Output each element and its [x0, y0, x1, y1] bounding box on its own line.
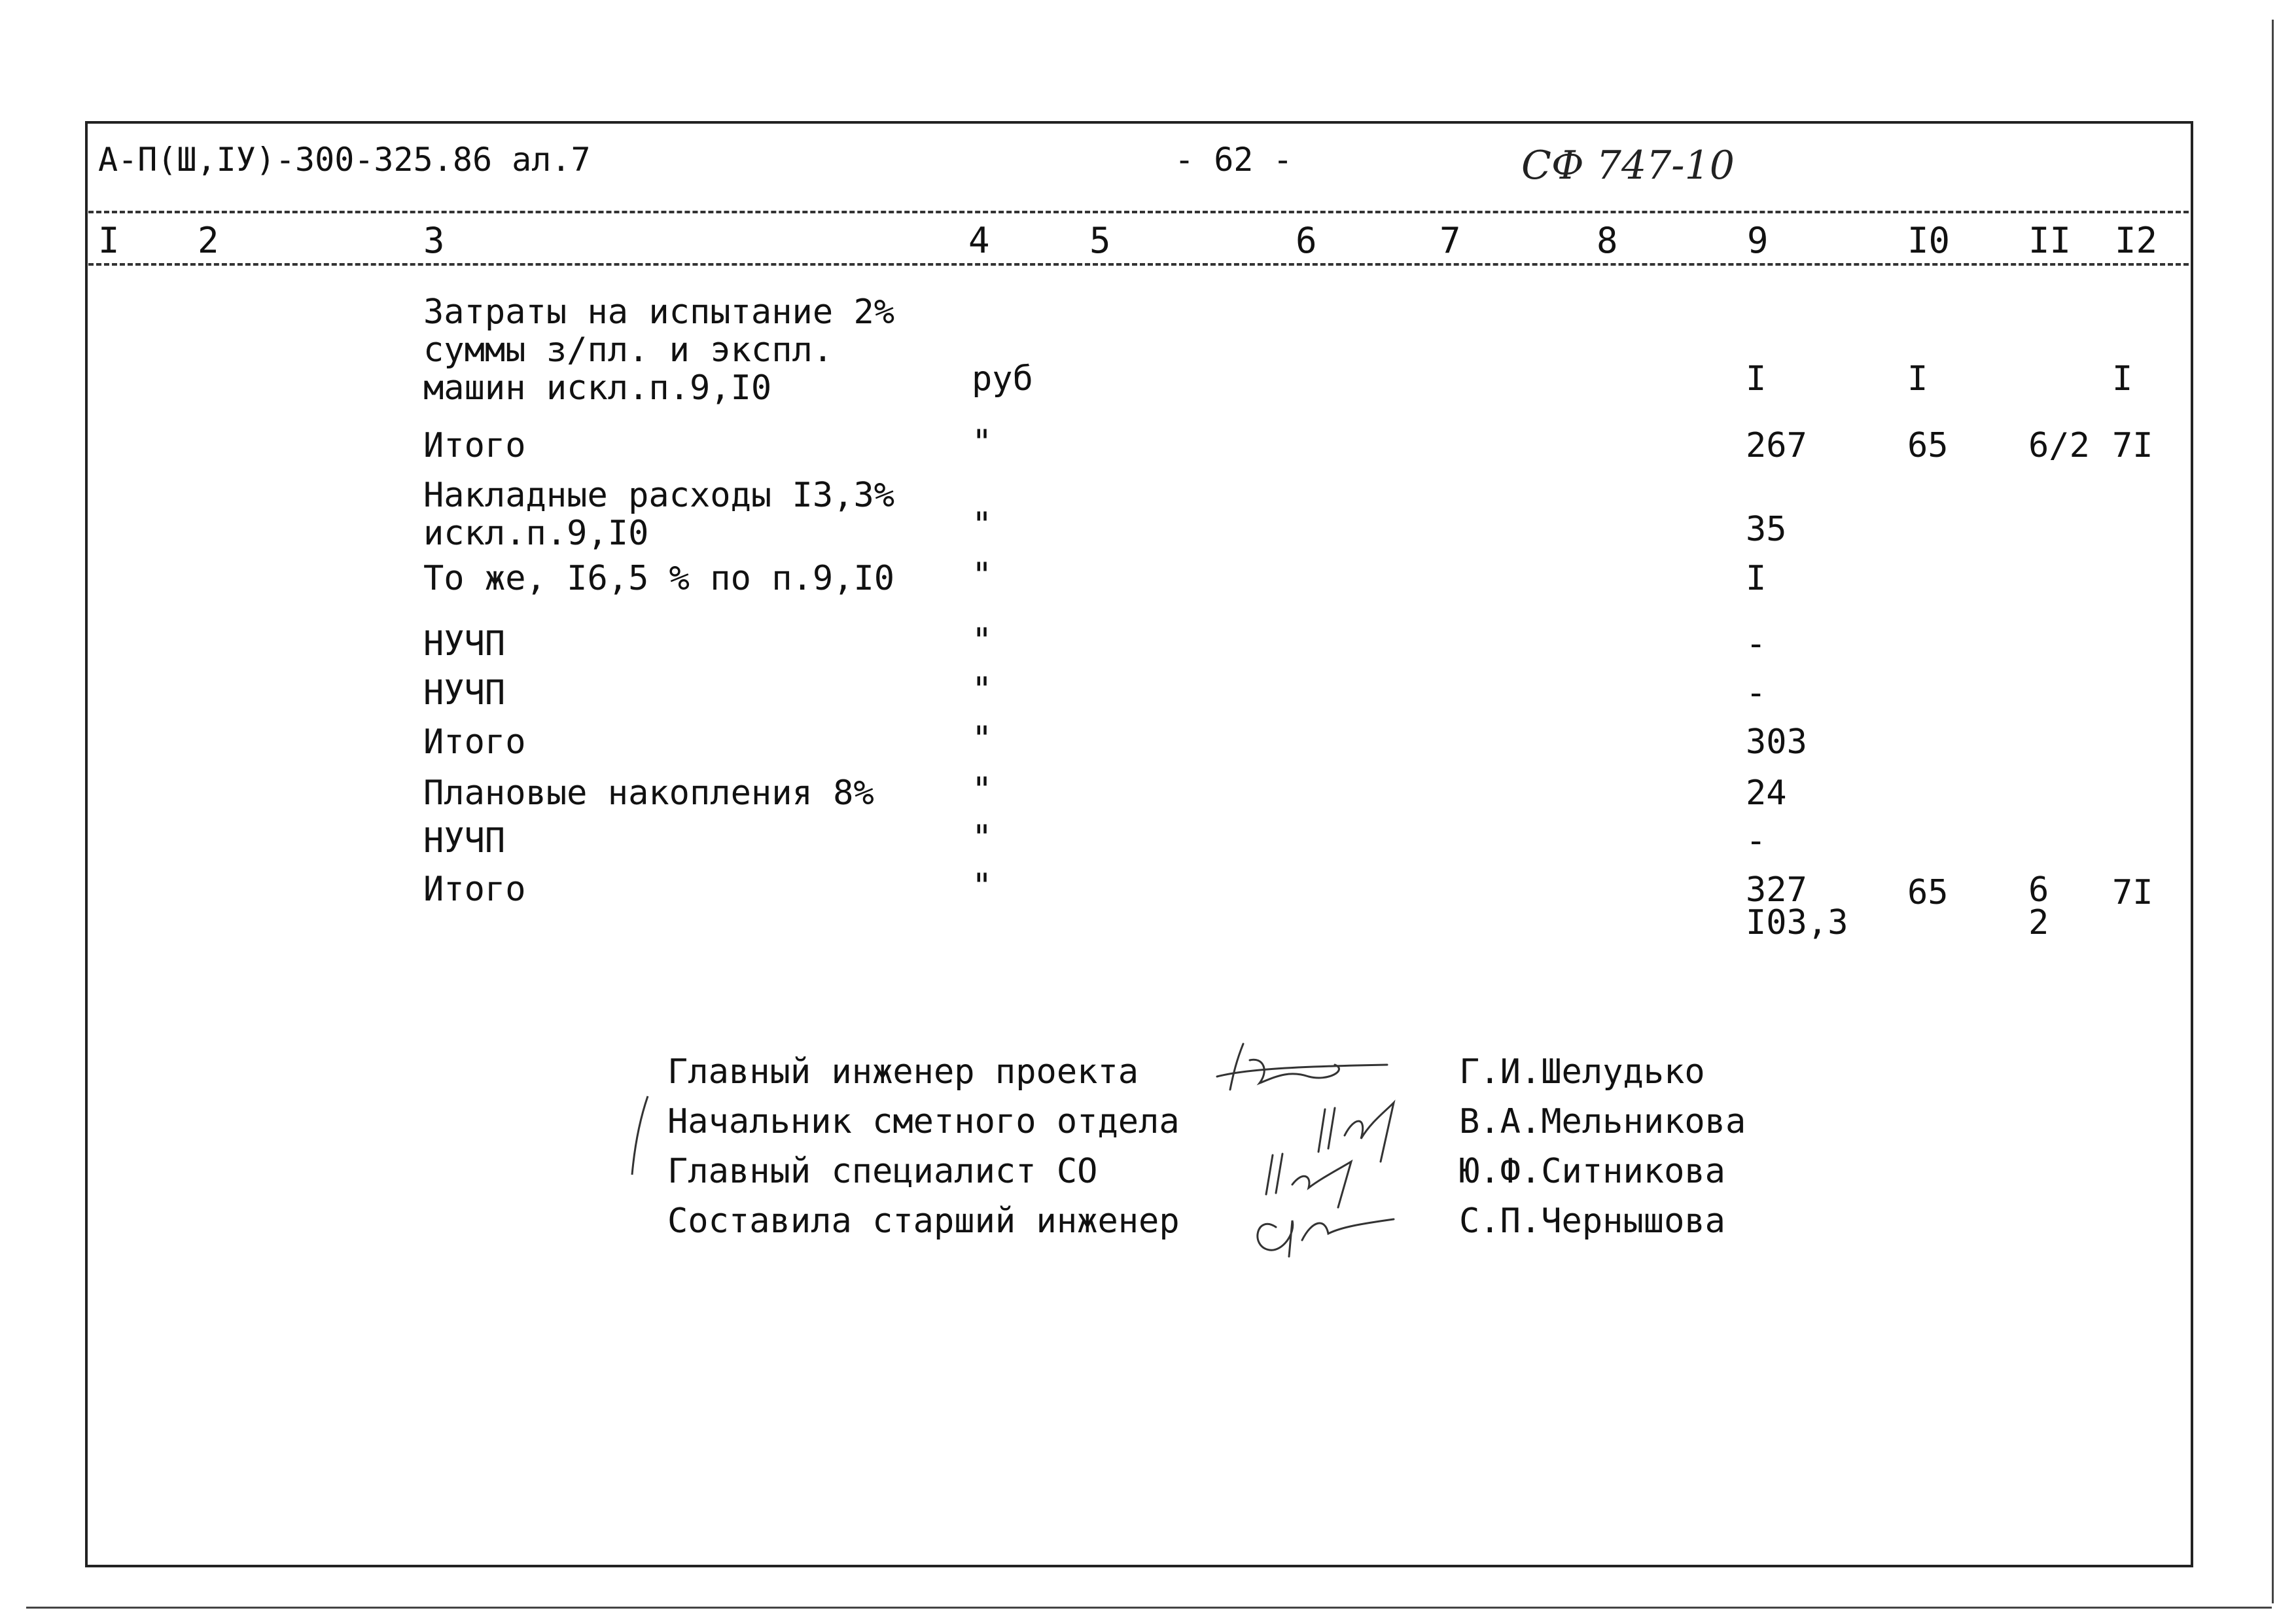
sig-name-4: С.П.Чернышова — [1459, 1202, 1725, 1241]
col-num-7: 7 — [1439, 220, 1461, 261]
col-num-6: 6 — [1296, 220, 1317, 261]
header-rule-bottom — [88, 263, 2189, 266]
sig-name-1: Г.И.Шелудько — [1459, 1052, 1705, 1092]
row-6-name: Итого — [423, 722, 526, 762]
doc-code: А-П(Ш,IУ)-300-325.86 ал.7 — [98, 141, 591, 179]
signature-names — [1459, 1047, 1746, 1246]
row-0-col9: I — [1746, 359, 1767, 399]
sig-title-3: Главный специалист СО — [667, 1152, 1098, 1191]
row-5-unit: " — [972, 670, 993, 709]
col-num-12: I2 — [2115, 220, 2158, 261]
row-1-col11: 6/2 — [2028, 426, 2090, 465]
page-number: - 62 - — [1174, 141, 1293, 179]
row-1-name: Итого — [423, 426, 526, 465]
row-0-col10: I — [1907, 359, 1928, 399]
row-0-name: Затраты на испытание 2% суммы з/пл. и экспл. машин искл.п.9,I0 — [423, 293, 895, 408]
row-8-unit: " — [972, 818, 993, 857]
row-6-col9: 303 — [1746, 722, 1807, 762]
page-right-edge — [2272, 20, 2274, 1603]
page-bottom-edge — [26, 1607, 2272, 1609]
row-0-unit: руб — [972, 359, 1033, 399]
col-num-10: I0 — [1907, 220, 1951, 261]
signature-titles — [667, 1047, 1180, 1246]
col-num-11: II — [2028, 220, 2072, 261]
row-5-col9: - — [1746, 673, 1767, 713]
row-2-col9: 35 — [1746, 510, 1787, 549]
row-7-unit: " — [972, 770, 993, 810]
col-num-5: 5 — [1089, 220, 1111, 261]
row-8-name: НУЧП — [423, 821, 506, 861]
row-8-col9: - — [1746, 821, 1767, 861]
col-num-1: I — [98, 220, 120, 261]
row-9-name: Итого — [423, 870, 526, 909]
table-frame — [85, 121, 2193, 1567]
handwritten-signatures — [1204, 1031, 1413, 1260]
sig-title-4: Составила старший инженер — [667, 1202, 1180, 1241]
row-7-col9: 24 — [1746, 774, 1787, 813]
row-1-col10: 65 — [1907, 426, 1949, 465]
sig-name-3: Ю.Ф.Ситникова — [1459, 1152, 1725, 1191]
row-2-unit: " — [972, 505, 993, 544]
row-6-unit: " — [972, 719, 993, 758]
row-3-col9: I — [1746, 559, 1767, 598]
header-rule-top — [88, 211, 2189, 213]
row-9-col9: 327 I03,3 — [1746, 870, 1848, 942]
handwritten-code: СФ 747-10 — [1521, 143, 1735, 188]
sig-title-2: Начальник сметного отдела — [667, 1102, 1180, 1141]
row-4-name: НУЧП — [423, 624, 506, 664]
row-3-name: То же, I6,5 % по п.9,I0 — [423, 559, 895, 598]
row-9-unit: " — [972, 866, 993, 906]
row-4-unit: " — [972, 621, 993, 660]
row-0-col12: I — [2112, 359, 2133, 399]
row-9-col11: 6 2 — [2028, 870, 2049, 942]
margin-mark — [628, 1093, 654, 1178]
row-4-col9: - — [1746, 624, 1767, 664]
row-1-col12: 7I — [2112, 426, 2153, 465]
row-1-unit: " — [972, 423, 993, 462]
row-2-name: Накладные расходы I3,3% искл.п.9,I0 — [423, 476, 895, 553]
row-9-col10: 65 — [1907, 873, 1949, 912]
col-num-9: 9 — [1747, 220, 1769, 261]
row-3-unit: " — [972, 556, 993, 595]
sig-name-2: В.А.Мельникова — [1459, 1102, 1746, 1141]
row-5-name: НУЧП — [423, 673, 506, 713]
col-num-4: 4 — [968, 220, 990, 261]
col-num-2: 2 — [198, 220, 219, 261]
col-num-3: 3 — [423, 220, 445, 261]
row-9-col12: 7I — [2112, 873, 2153, 912]
row-1-col9: 267 — [1746, 426, 1807, 465]
col-num-8: 8 — [1597, 220, 1618, 261]
sig-title-1: Главный инженер проекта — [667, 1052, 1139, 1092]
row-7-name: Плановые накопления 8% — [423, 774, 874, 813]
